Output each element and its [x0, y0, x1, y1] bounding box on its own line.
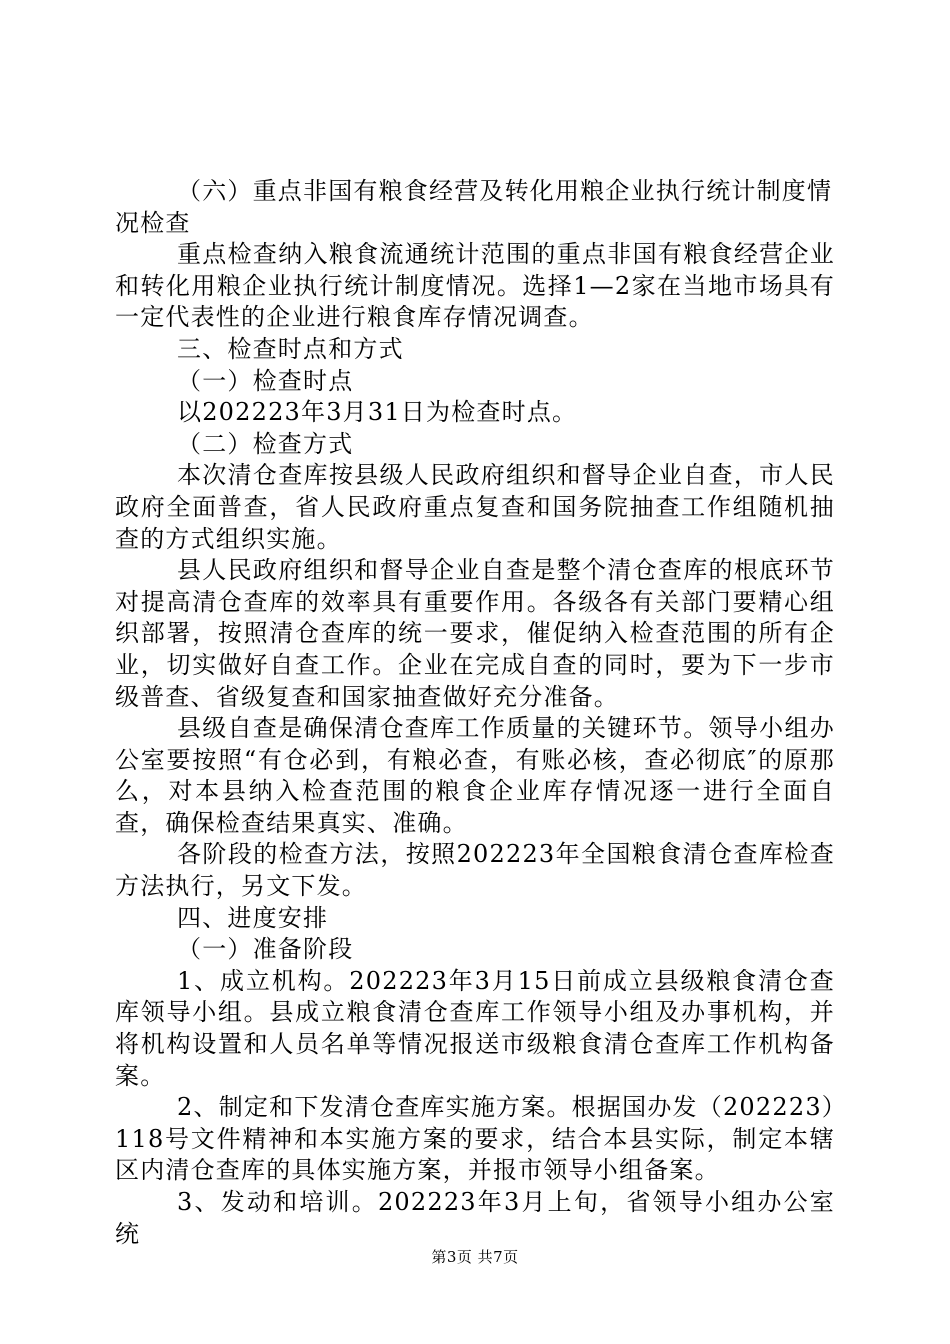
- section-heading-4: 四、进度安排: [177, 903, 329, 932]
- body-paragraph: 县人民政府组织和督导企业自查是整个清仓查库的根底环节对提高清仓查库的效率具有重要作用。各级各有关部门要精心组织部署，按照清仓查库的统一要求，催促纳入检查范围的所有企业，切实做好自查工作。企业在完成自查的同时，要为下一步市级普查、省级复查和国家抽查做好充分准备。: [115, 556, 835, 711]
- body-paragraph: 2、制定和下发清仓查库实施方案。根据国办发（202223）118号文件精神和本实施方案的要求，结合本县实际，制定本辖区内清仓查库的具体实施方案，并报市领导小组备案。: [115, 1093, 835, 1185]
- subsection-heading: （二）检查方式: [177, 429, 354, 458]
- subsection-heading: （一）检查时点: [177, 366, 354, 395]
- body-paragraph: 1、成立机构。202223年3月15日前成立县级粮食清仓查库领导小组。县成立粮食清仓查库工作领导小组及办事机构，并将机构设置和人员名单等情况报送市级粮食清仓查库工作机构备案。: [115, 966, 835, 1090]
- page-footer: 第3页 共7页: [431, 1248, 519, 1266]
- body-paragraph: 3、发动和培训。202223年3月上旬，省领导小组办公室统: [115, 1188, 835, 1248]
- body-paragraph: 各阶段的检查方法，按照202223年全国粮食清仓查库检查方法执行，另文下发。: [115, 840, 835, 901]
- body-paragraph: 县级自查是确保清仓查库工作质量的关键环节。领导小组办公室要按照“有仓必到，有粮必查，有账必核，查必彻底″的原那么，对本县纳入检查范围的粮食企业库存情况逐一进行全面自查，确保检查结果真实、准确。: [115, 714, 835, 837]
- section-heading-3: 三、检查时点和方式: [177, 334, 404, 363]
- section-heading-6: （六）重点非国有粮食经营及转化用粮企业执行统计制度情况检查: [115, 177, 833, 237]
- document-body: [115, 176, 835, 1250]
- body-paragraph: 重点检查纳入粮食流通统计范围的重点非国有粮食经营企业和转化用粮企业执行统计制度情况。选择1—2家在当地市场具有一定代表性的企业进行粮食库存情况调查。: [115, 240, 835, 332]
- body-paragraph: 本次清仓查库按县级人民政府组织和督导企业自查，市人民政府全面普查，省人民政府重点复查和国务院抽查工作组随机抽查的方式组织实施。: [115, 461, 835, 553]
- subsection-heading: （一）准备阶段: [177, 935, 354, 964]
- body-paragraph: 以202223年3月31日为检查时点。: [177, 398, 578, 427]
